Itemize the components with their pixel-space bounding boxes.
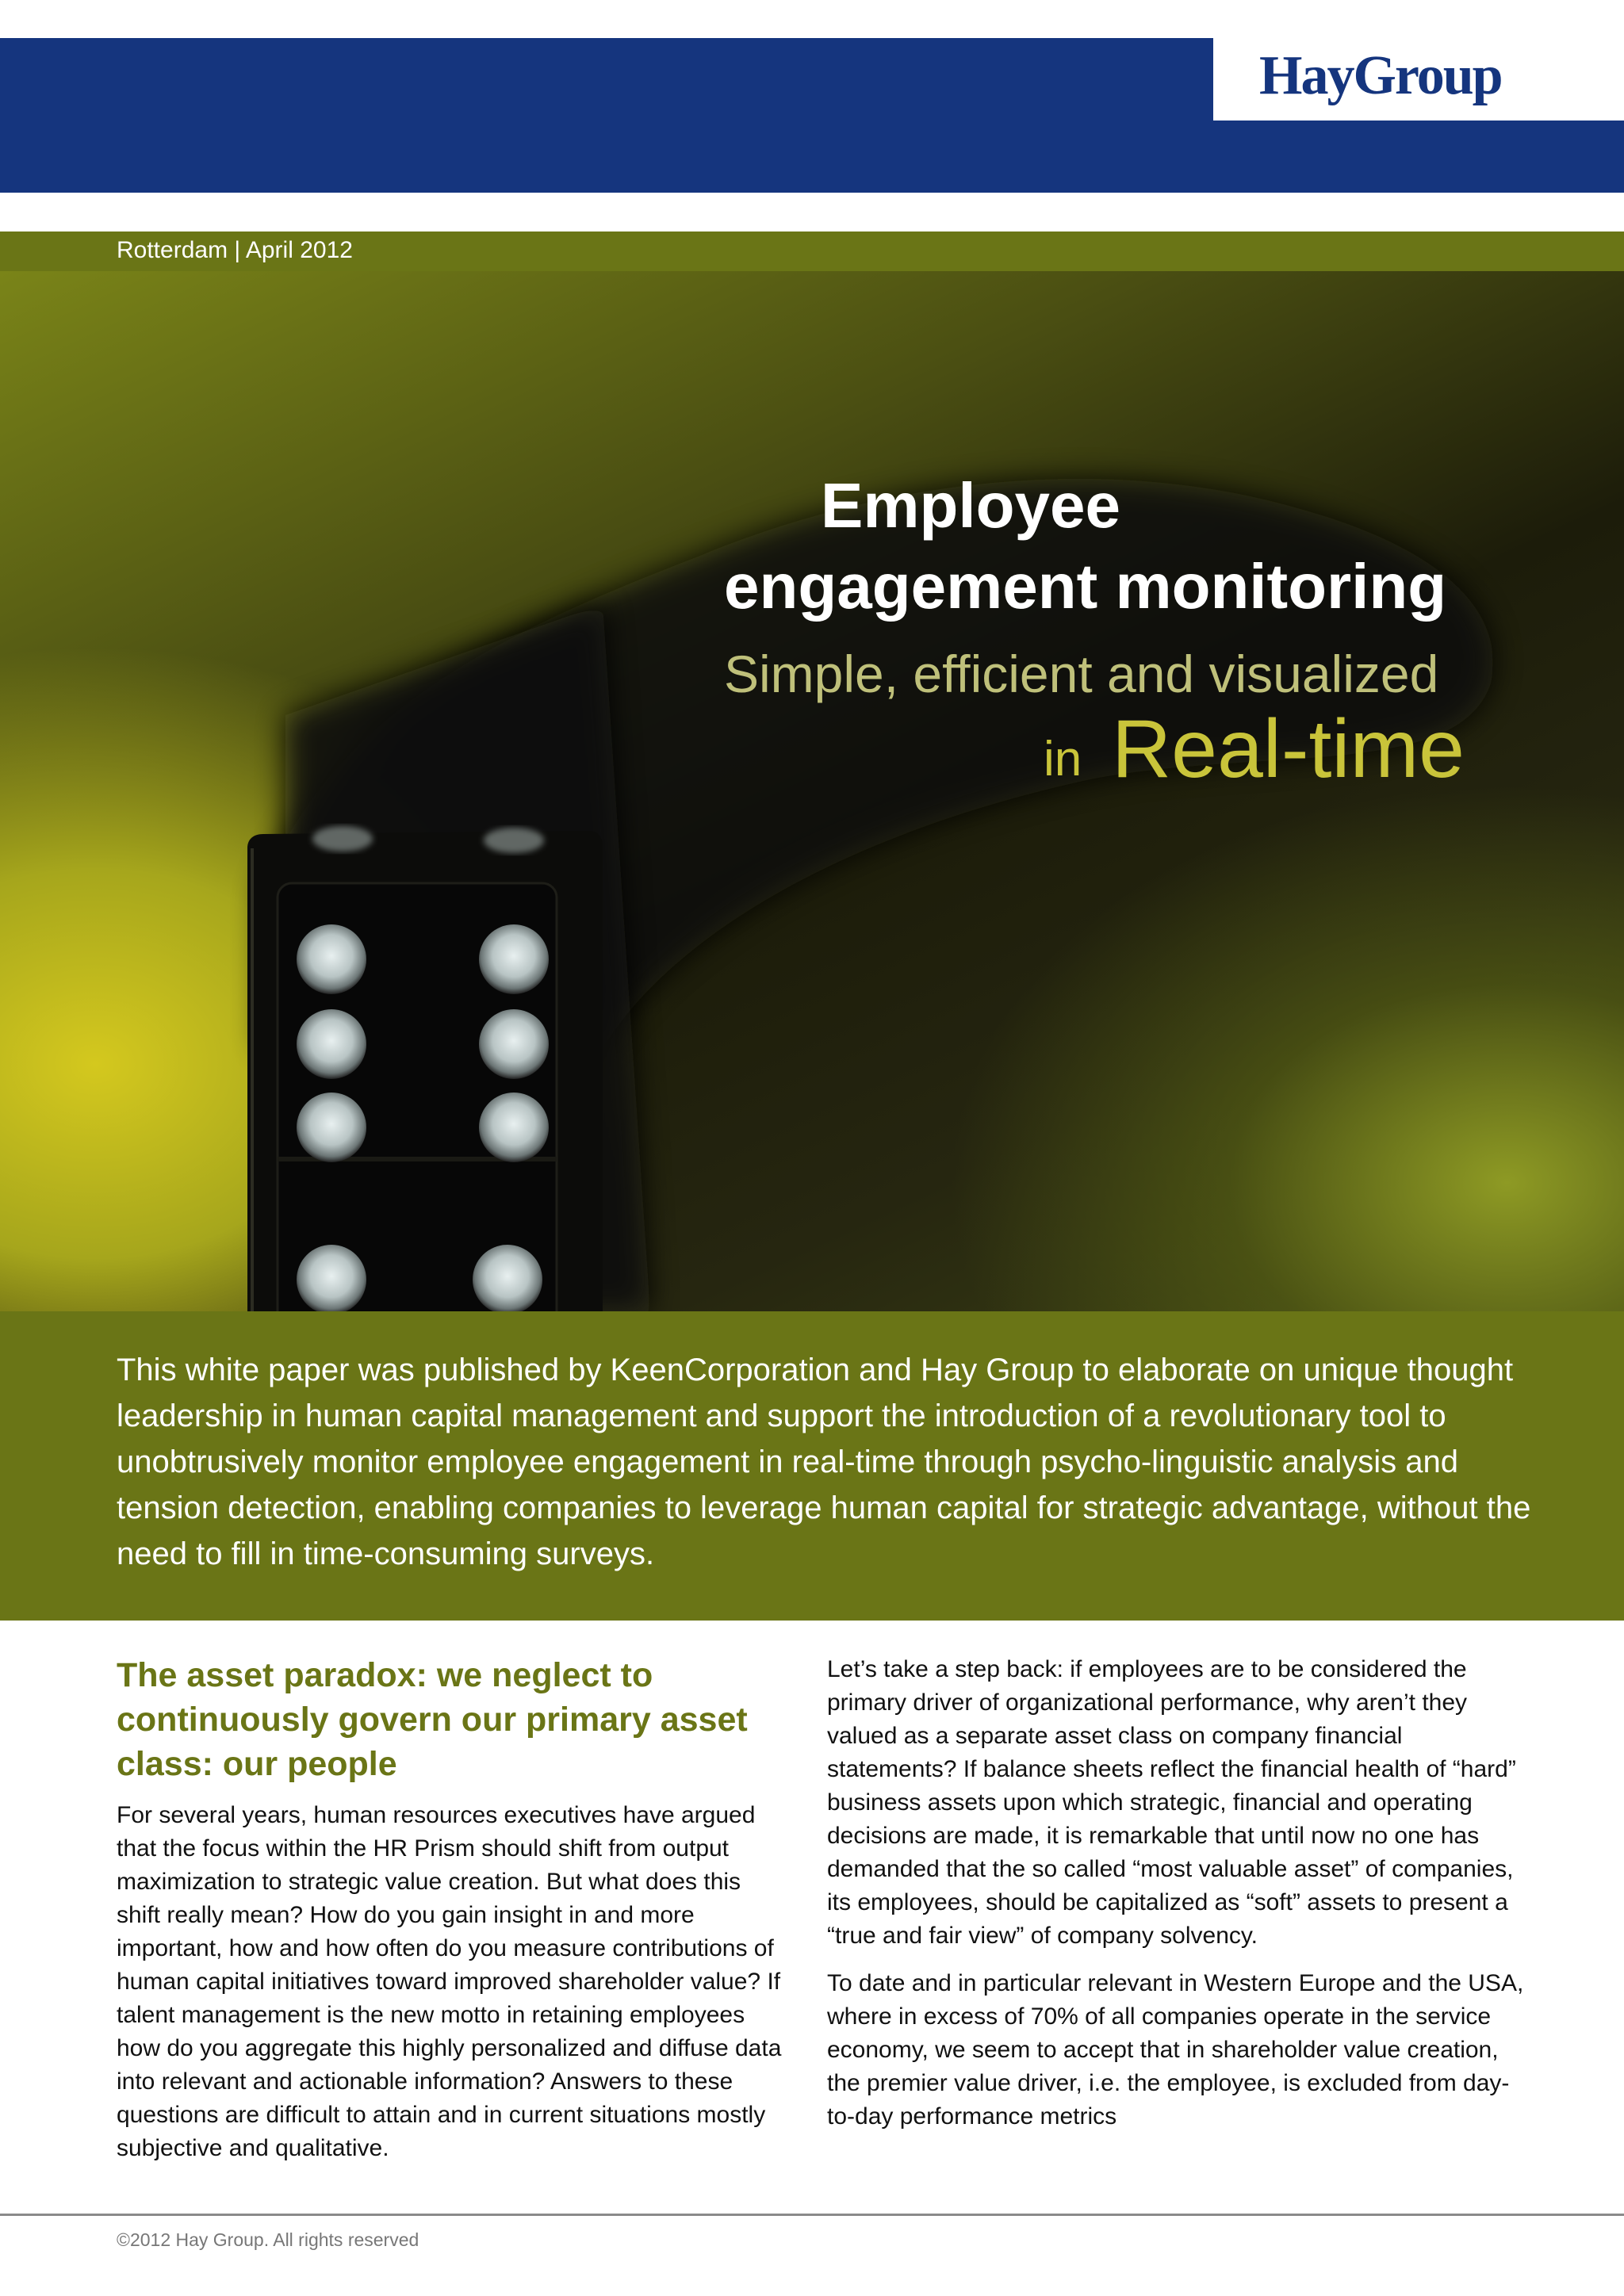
right-column [827, 1653, 1525, 2148]
logo-box [1213, 38, 1624, 121]
title-line-2: engagement monitoring [724, 551, 1447, 622]
hero-image [0, 271, 1624, 1311]
right-paragraph-2: To date and in particular relevant in Western Europe and the USA, where in excess of 70% of all companies operate in the service economy, we seem to accept that in shareholder value creation, the premier value driver, i.e. the employee, is excluded from day-to-day performance metrics [827, 1970, 1524, 2130]
hay-group-logo: HayGroup [1259, 45, 1502, 106]
footer-divider [0, 2214, 1624, 2216]
left-paragraph: For several years, human resources executives have argued that the focus within the HR Prism should shift from output maximization to strategic value creation. But what does this shift really mean? How do you gain insight in and more important, how and how often do you measure contributions of human capital initiatives toward improved shareholder value? If talent management is the new motto in retaining employees how do you aggregate this highly personalized and diffuse data into relevant and actionable information? Answers to these questions are difficult to attain and in current situations mostly subjective and qualitative. [117, 1802, 782, 2161]
left-column [117, 1653, 791, 2179]
realtime-word: Real-time [1112, 703, 1465, 795]
intro-band [0, 1311, 1624, 1621]
subtitle: Simple, efficient and visualized [724, 645, 1439, 703]
dateline-bar [0, 232, 1624, 271]
section-heading: The asset paradox: we neglect to continuously govern our primary asset class: our people [117, 1656, 748, 1783]
copyright-footer: ©2012 Hay Group. All rights reserved [117, 2229, 419, 2250]
right-paragraph-1: Let’s take a step back: if employees are to be considered the primary driver of organizational performance, why aren’t they valued as a separate asset class on company financial statements? If balance sheets reflect the financial health of “hard” business assets upon which strategic, financial and operating decisions are made, it is remarkable that until now no one has demanded that the so called “most valuable asset” of companies, its employees, should be capitalized as “soft” assets to present a “true and fair view” of company solvency. [827, 1656, 1516, 1949]
title-line-1: Employee [821, 470, 1120, 541]
realtime-prefix: in [1044, 732, 1082, 786]
intro-text: This white paper was published by KeenCorporation and Hay Group to elaborate on unique thought leadership in human capital management and support the introduction of a revolutionary tool to unobtrusively monitor employee engagement in real-time through psycho-linguistic analysis and tension detection, enabling companies to leverage human capital for strategic advantage, without the need to fill in time-consuming surveys. [117, 1353, 1531, 1571]
dateline-text: Rotterdam | April 2012 [117, 237, 353, 263]
